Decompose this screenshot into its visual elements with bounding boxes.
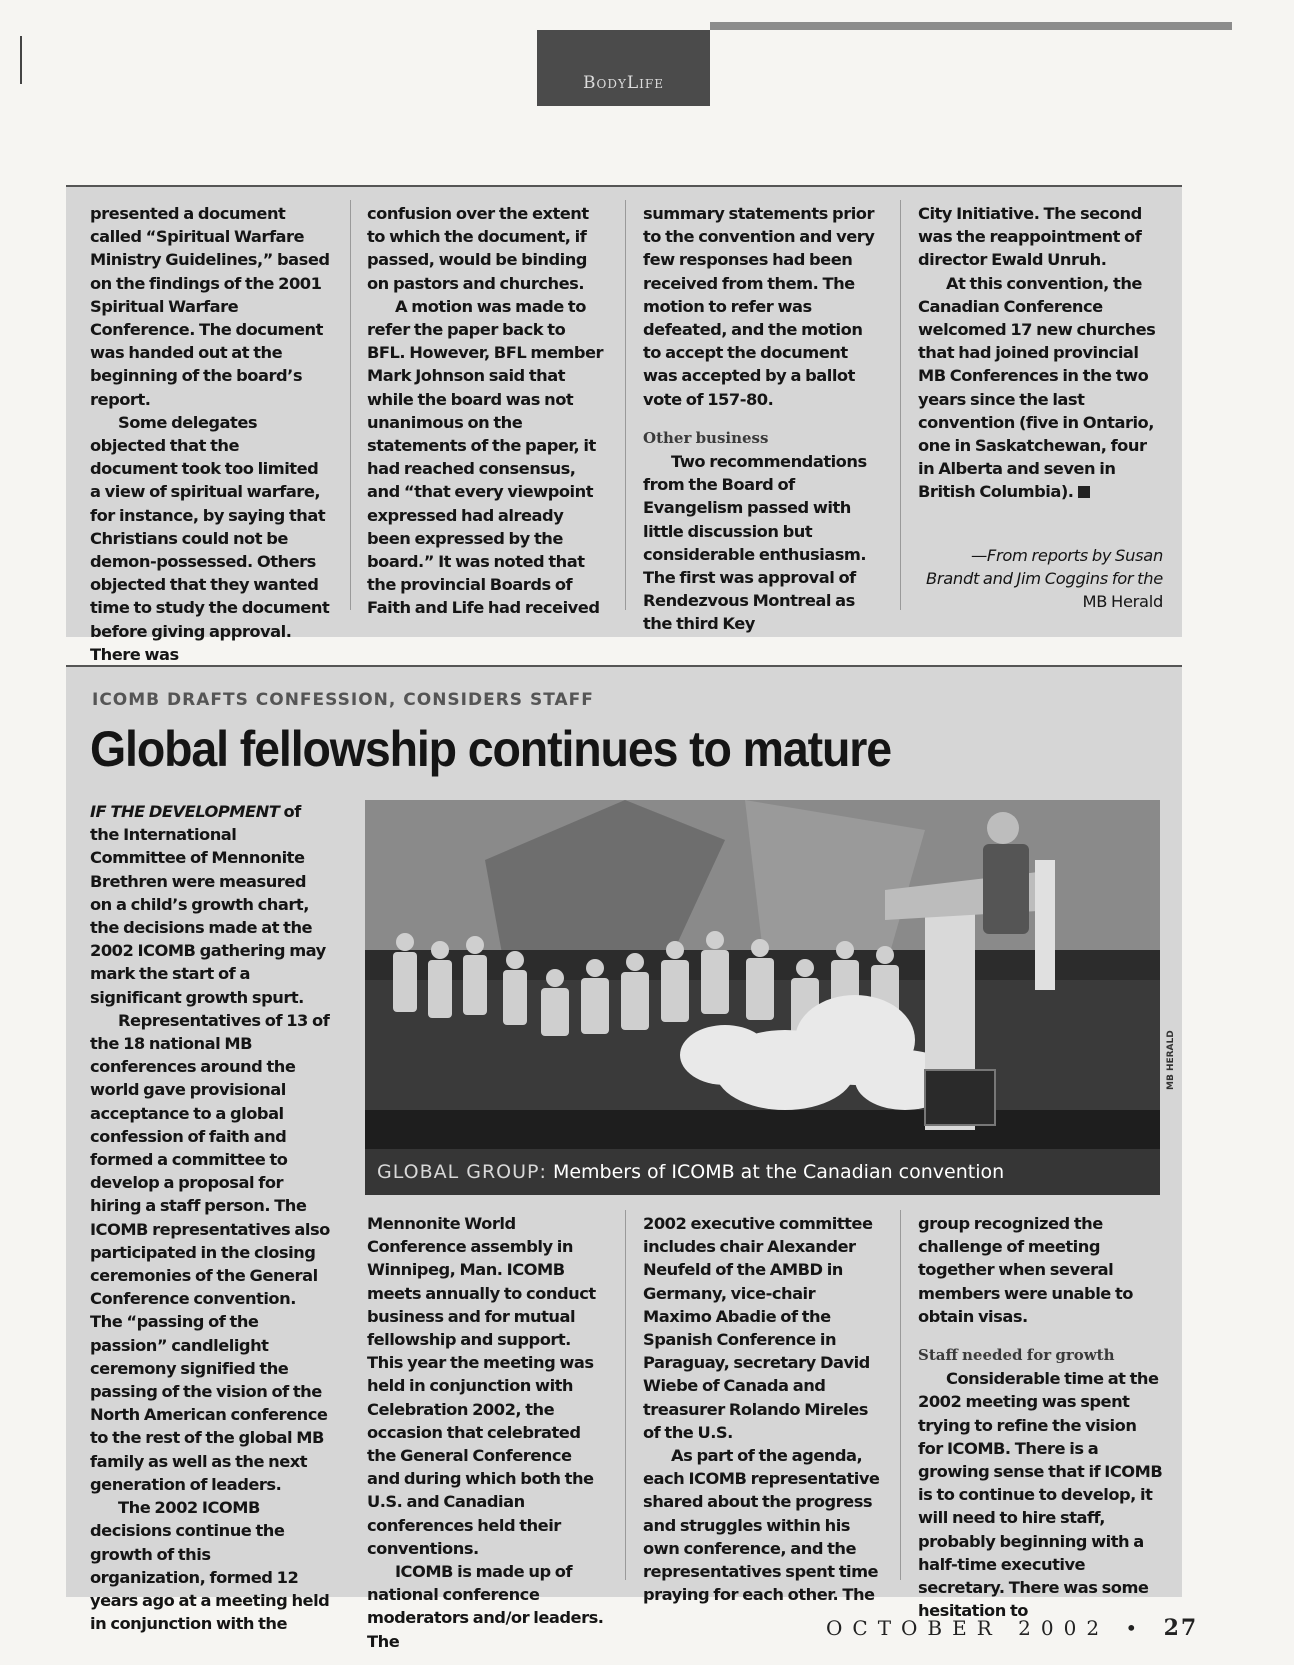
- paragraph: City Initiative. The second was the reappointment of director Ewald Unruh.: [918, 204, 1142, 270]
- paragraph-text: of the International Committee of Mennonite Brethren were measured on a child’s growth chart, the decisions made at the 2002 ICOMB gathering may mark the start of a significant growth spurt.: [90, 802, 326, 1007]
- top-story-column-3: [643, 202, 883, 636]
- page-footer: [826, 1615, 1198, 1641]
- paragraph: Representatives of 13 of the 18 national MB conferences around the world gave provisional acceptance to a global confession of faith and formed a committee to develop a proposal for hiring a staff person. The ICOMB representatives also participated in the closing ceremonies of the General Conference convention. The “passing of the passion” candlelight ceremony signified the passing of the vision of the North American conference to the rest of the global MB family as well as the next generation of leaders.: [90, 1010, 330, 1494]
- column-divider: [900, 1210, 901, 1580]
- main-story-column-1: [90, 800, 330, 1635]
- story-credit: [918, 544, 1163, 614]
- issue-month: OCTOBER: [826, 1616, 1002, 1640]
- headline: Global fellowship continues to mature: [90, 721, 891, 777]
- credit-text: —From reports by Susan Brandt and Jim Coggins for the: [925, 545, 1163, 588]
- paragraph: Two recommendations from the Board of Evangelism passed with little discussion but considerable enthusiasm. The first was approval of Rendezvous Montreal as the third Key: [643, 452, 867, 634]
- column-divider: [900, 200, 901, 610]
- caption-label: GLOBAL GROUP:: [377, 1161, 547, 1183]
- column-divider: [625, 200, 626, 610]
- header-rule: [710, 22, 1232, 30]
- paragraph: 2002 executive committee includes chair Alexander Neufeld of the AMBD in Germany, vice-chair Maximo Abadie of the Spanish Conference in Paraguay, secretary David Wiebe of Canada and treasurer Rolando Mireles of the U.S.: [643, 1214, 873, 1442]
- top-story-column-4: [918, 202, 1163, 613]
- paragraph: Considerable time at the 2002 meeting was spent trying to refine the vision for ICOMB. There is a growing sense that if ICOMB is to continue to develop, it will need to hire staff, probably beginning with a half-time executive secretary. There was some hesitation to: [918, 1369, 1163, 1621]
- photo-credit: MB HERALD: [1166, 1030, 1176, 1090]
- top-story-column-1: [90, 202, 330, 666]
- subhead-other-business: Other business: [643, 428, 769, 447]
- bullet-separator: •: [1125, 1616, 1148, 1640]
- top-story-column-2: [367, 202, 607, 620]
- paragraph: presented a document called “Spiritual Warfare Ministry Guidelines,” based on the findings of the 2001 Spiritual Warfare Conference. The document was handed out at the beginning of the board’s report.: [90, 204, 330, 409]
- issue-year: 2002: [1018, 1616, 1110, 1640]
- subhead-staff-needed: Staff needed for growth: [918, 1346, 1115, 1365]
- paragraph: [90, 800, 330, 1009]
- group-photo: [365, 800, 1160, 1195]
- caption-text: Members of ICOMB at the Canadian convention: [552, 1161, 1005, 1183]
- paragraph: The 2002 ICOMB decisions continue the growth of this organization, formed 12 years ago at a meeting held in conjunction with the: [90, 1498, 330, 1634]
- paragraph: [918, 272, 1163, 504]
- paragraph: group recognized the challenge of meeting together when several members were unable to obtain visas.: [918, 1214, 1133, 1326]
- page-number: 27: [1163, 1615, 1199, 1641]
- kicker: ICOMB DRAFTS CONFESSION, CONSIDERS STAFF: [92, 690, 594, 710]
- paragraph: summary statements prior to the convention and very few responses had been received from them. The motion to refer was defeated, and the motion to accept the document was accepted by a ballot vote of 157-80.: [643, 204, 875, 409]
- main-story-column-2: [367, 1212, 607, 1653]
- paragraph: As part of the agenda, each ICOMB representative shared about the progress and struggles within his own conference, and the representatives spent time praying for each other. The: [643, 1446, 880, 1605]
- main-story-column-3: [643, 1212, 883, 1606]
- paragraph: ICOMB is made up of national conference moderators and/or leaders. The: [367, 1562, 604, 1651]
- lead-in: IF THE DEVELOPMENT: [90, 802, 280, 821]
- margin-rule: [20, 36, 22, 84]
- paragraph: A motion was made to refer the paper back to BFL. However, BFL member Mark Johnson said that while the board was not unanimous on the statements of the paper, it had reached consensus, and “that every viewpoint expressed had already been expressed by the board.” It was noted that the provincial Boards of Faith and Life had received: [367, 296, 604, 618]
- section-tab: [537, 30, 710, 106]
- credit-publication: MB Herald: [1082, 592, 1163, 612]
- photo-scene: [365, 800, 1160, 1195]
- section-label: BodyLife: [583, 73, 664, 93]
- paragraph: Some delegates objected that the document took too limited a view of spiritual warfare, for instance, by saying that Christians could not be demon-possessed. Others objected that they wanted time to study the document before giving approval. There was: [90, 412, 330, 664]
- photo-caption: [365, 1149, 1160, 1195]
- paragraph: confusion over the extent to which the document, if passed, would be binding on pastors and churches.: [367, 204, 589, 293]
- paragraph-text: At this convention, the Canadian Conference welcomed 17 new churches that had joined provincial MB Conferences in the two years since the last convention (five in Ontario, one in Saskatchewan, four in Alberta and seven in British Columbia).: [918, 273, 1156, 502]
- column-divider: [350, 200, 351, 610]
- paragraph: Mennonite World Conference assembly in Winnipeg, Man. ICOMB meets annually to conduct business and for mutual fellowship and support. This year the meeting was held in conjunction with Celebration 2002, the occasion that celebrated the General Conference and during which both the U.S. and Canadian conferences held their conventions.: [367, 1214, 596, 1558]
- main-story-column-4: [918, 1212, 1163, 1622]
- column-divider: [625, 1210, 626, 1580]
- end-mark-icon: [1078, 486, 1090, 498]
